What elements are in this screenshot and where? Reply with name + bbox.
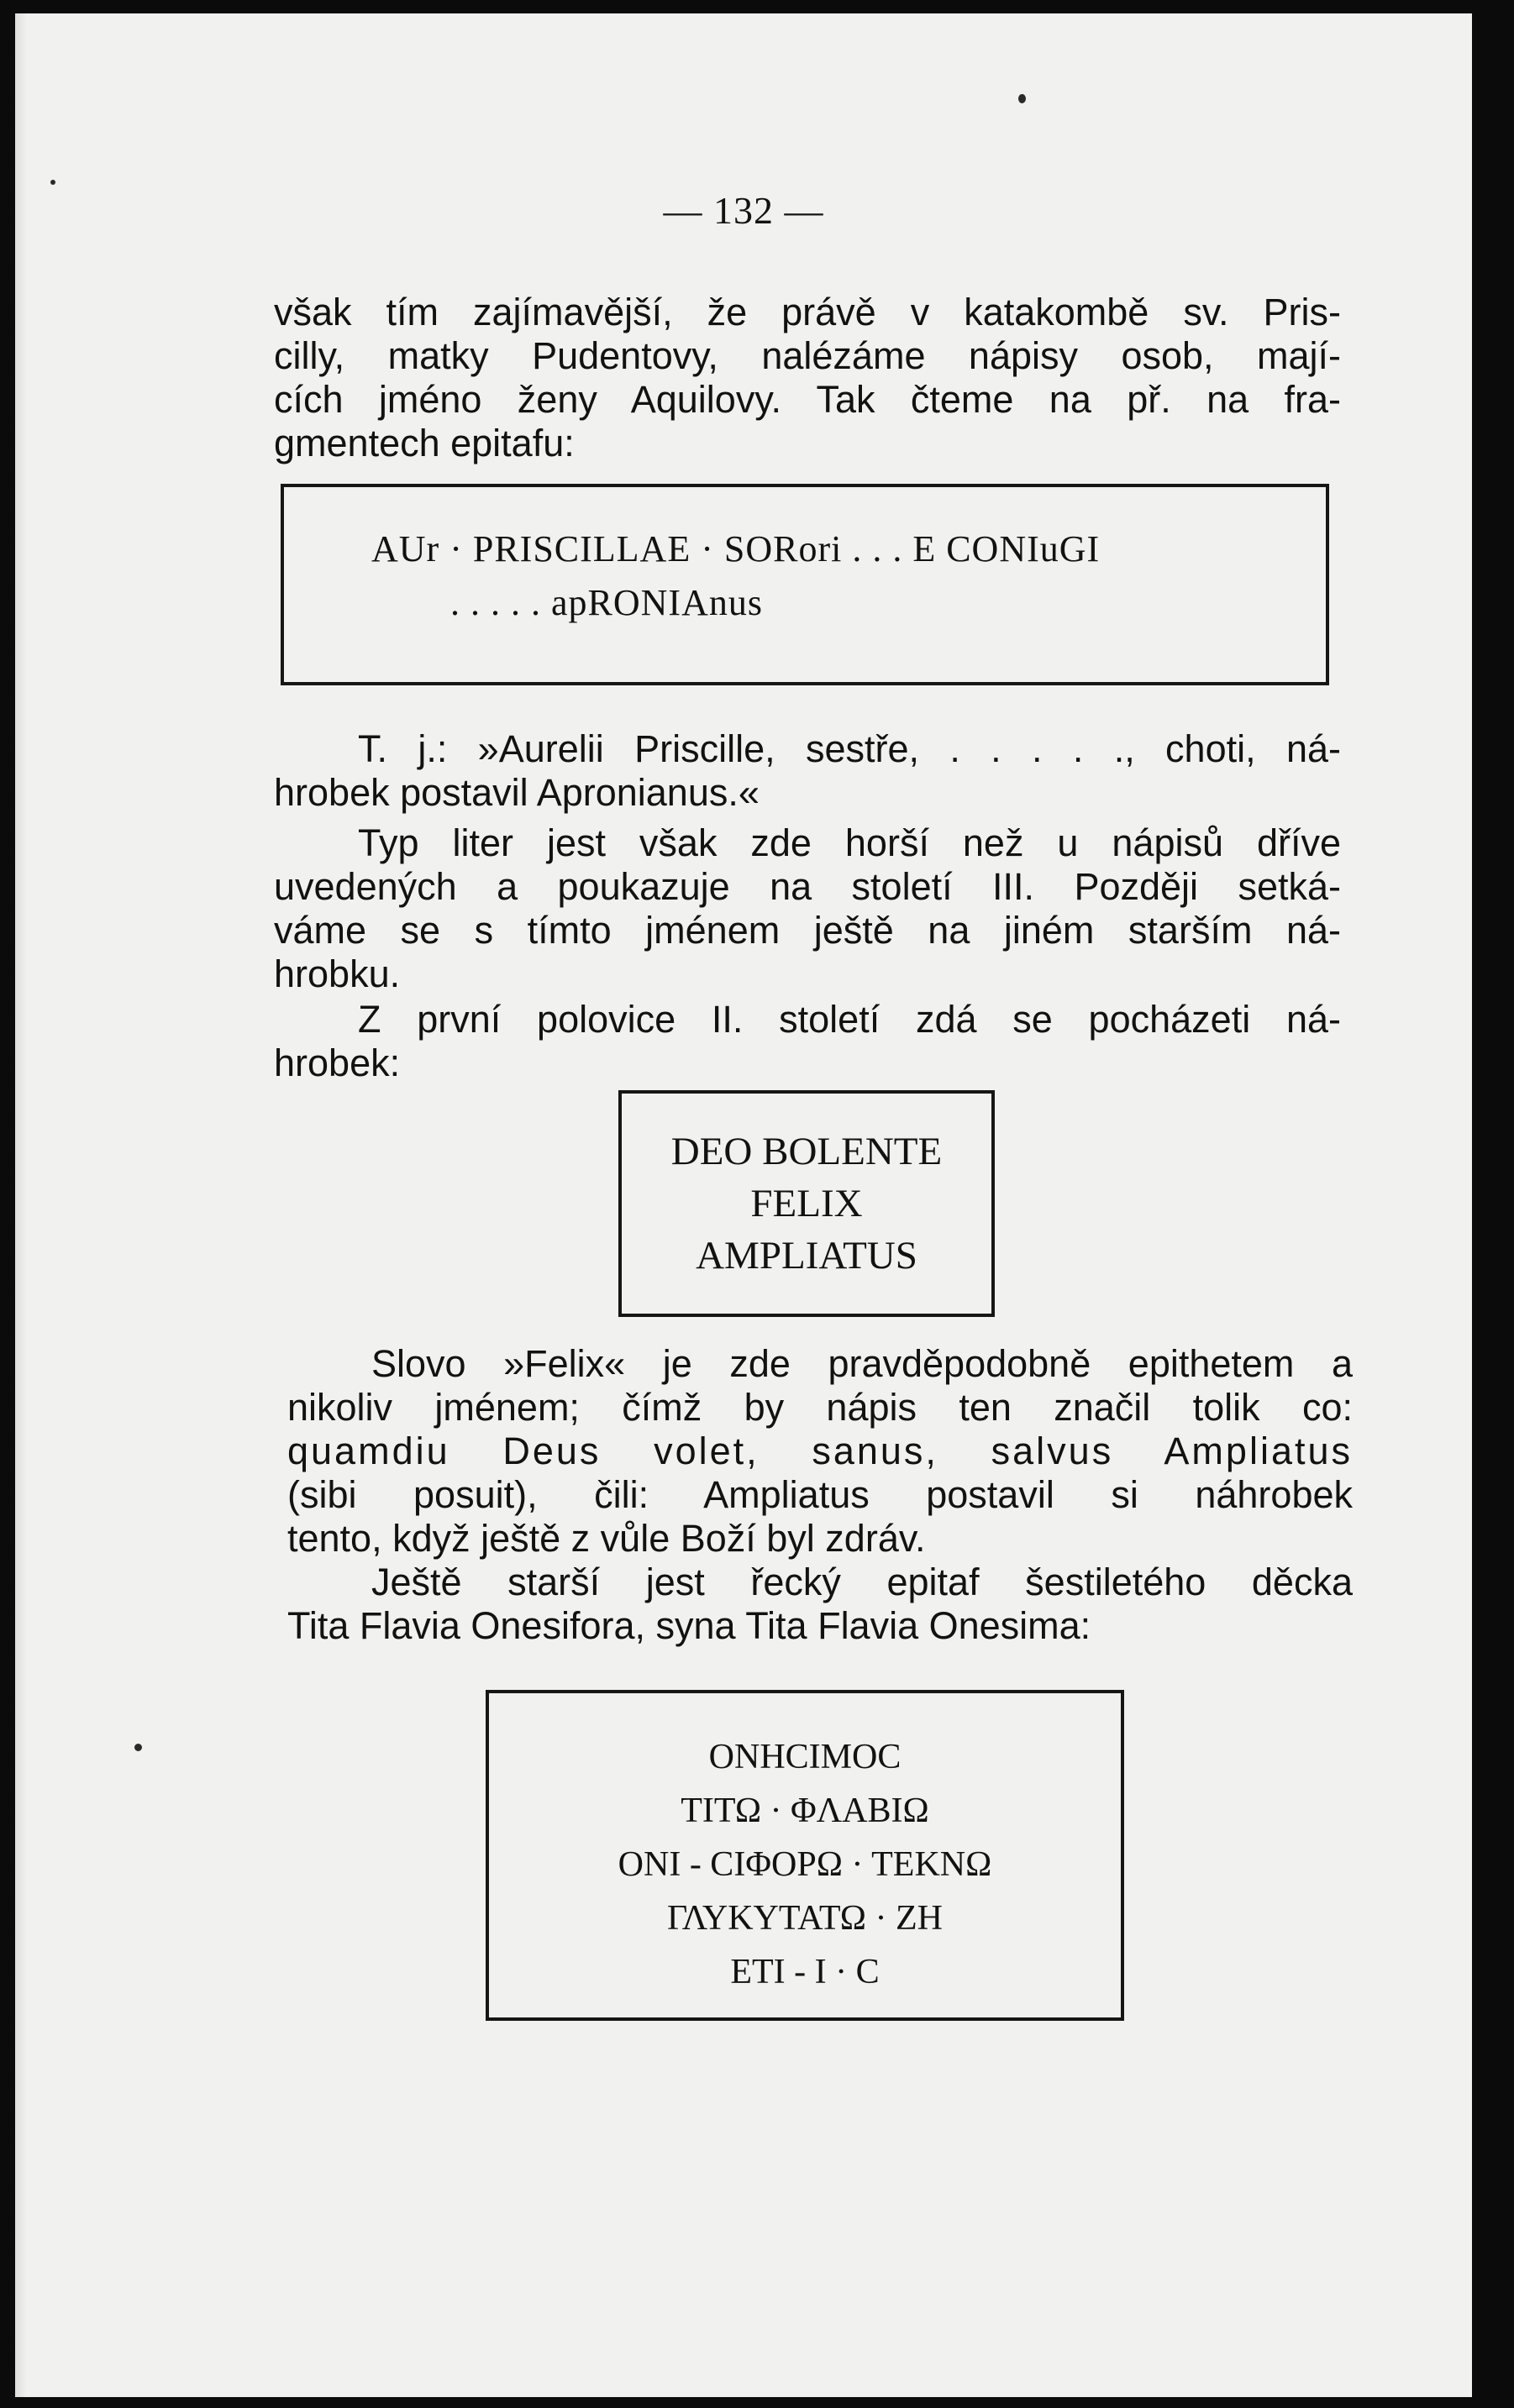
inscription-line: FELIX — [750, 1182, 863, 1225]
inscription-line: AMPLIATUS — [696, 1234, 917, 1277]
ink-speck — [1018, 94, 1026, 103]
text-line: uvedených a poukazuje na století III. Později setká- — [274, 865, 1341, 908]
inscription-line: AUr · PRISCILLAE · SORori . . . E CONIuGI — [371, 528, 1101, 569]
inscription-line: ΟΝΗCΙΜΟC — [708, 1738, 902, 1776]
text-line: hrobek: — [274, 1041, 401, 1084]
greek-inscription-box — [486, 1690, 1124, 2021]
inscription-box — [618, 1090, 995, 1317]
text-line: T. j.: »Aurelii Priscille, sestře, . . . . ., choti, ná- — [358, 727, 1341, 770]
text-line: však tím zajímavější, že právě v katakombě sv. Pris- — [274, 291, 1341, 333]
text-line: Typ liter jest však zde horší než u nápisů dříve — [358, 821, 1341, 864]
text-line: tento, když ještě z vůle Boží byl zdráv. — [287, 1517, 926, 1560]
text-line: (sibi posuit), čili: Ampliatus postavil si náhrobek — [287, 1473, 1353, 1516]
page-edge-shadow — [15, 13, 27, 2397]
inscription-line: DEO BOLENTE — [670, 1130, 943, 1173]
ink-speck — [134, 1744, 142, 1751]
inscription-line: ΓΛΥΚΥΤΑΤΩ · ΖΗ — [667, 1899, 943, 1938]
inscription-line: ΤΙΤΩ · ΦΛΑΒΙΩ — [681, 1792, 929, 1830]
text-line: gmentech epitafu: — [274, 422, 575, 464]
text-line: Slovo »Felix« je zde pravděpodobně epithetem a — [371, 1342, 1353, 1385]
page-number: — 132 — — [663, 189, 824, 232]
book-page — [15, 13, 1472, 2397]
inscription-line: . . . . . apRONIAnus — [450, 582, 763, 623]
inscription-line: ΕΤΙ - Ι · C — [730, 1953, 880, 1991]
text-line: hrobku. — [274, 952, 401, 995]
text-line: váme se s tímto jménem ještě na jiném starším ná- — [274, 909, 1341, 952]
text-line: nikoliv jménem; čímž by nápis ten značil tolik co: — [287, 1386, 1353, 1429]
text-line: Z první polovice II. století zdá se pocházeti ná- — [358, 998, 1341, 1041]
ink-speck — [50, 180, 55, 185]
text-line: Tita Flavia Onesifora, syna Tita Flavia Onesima: — [287, 1604, 1091, 1647]
text-line: Ještě starší jest řecký epitaf šestiletého děcka — [371, 1561, 1353, 1603]
inscription-box — [281, 484, 1329, 685]
text-line: cích jméno ženy Aquilovy. Tak čteme na př. na fra- — [274, 378, 1341, 421]
text-line: hrobek postavil Apronianus.« — [274, 771, 760, 814]
inscription-line: ΟΝΙ - CΙΦΟΡΩ · ΤΕΚΝΩ — [618, 1845, 992, 1884]
text-line: quamdiu Deus volet, sanus, salvus Ampliatus — [287, 1430, 1353, 1472]
text-line: cilly, matky Pudentovy, nalézáme nápisy osob, mají- — [274, 334, 1341, 377]
